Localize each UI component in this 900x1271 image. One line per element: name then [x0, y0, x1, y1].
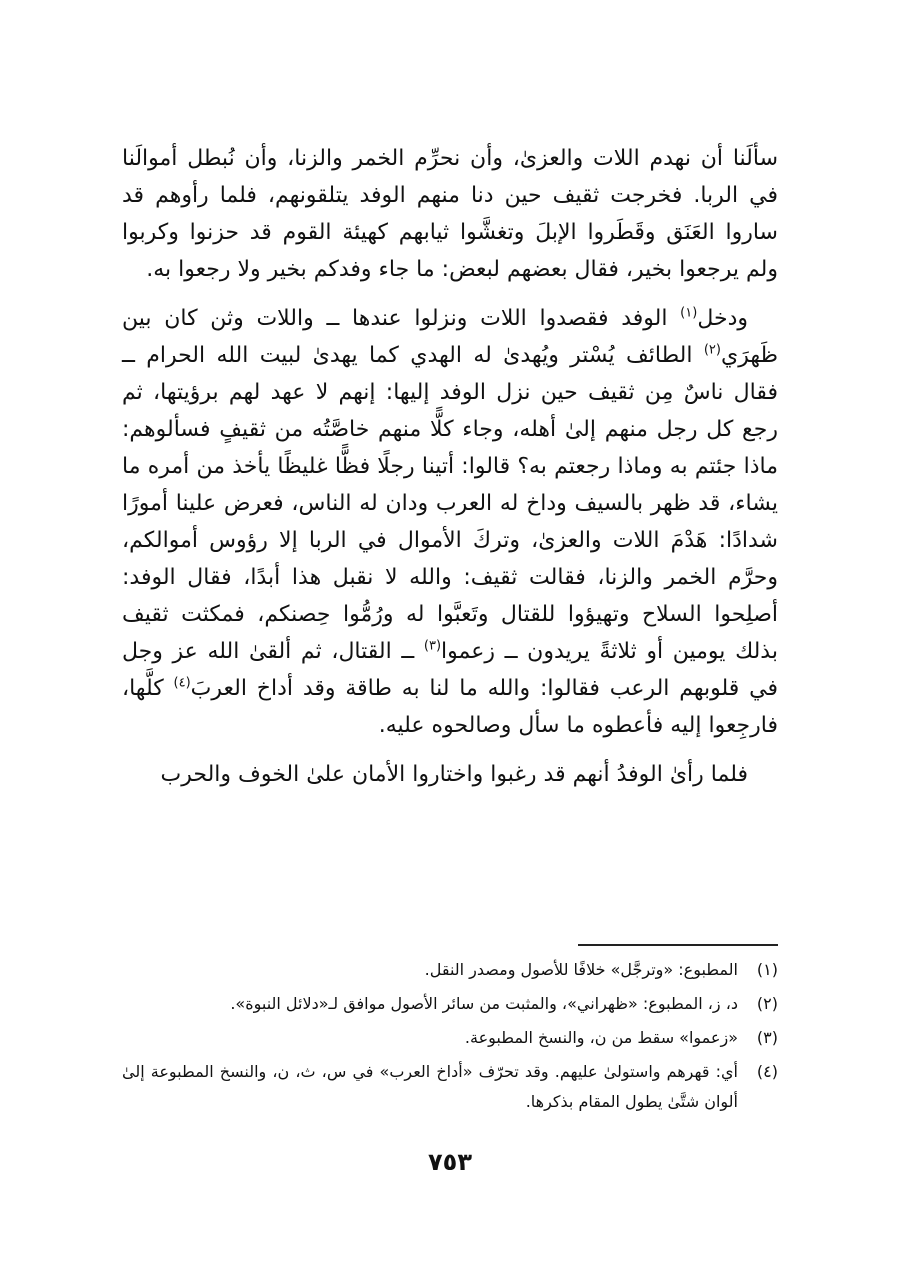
- footnote-ref-2: (٢): [703, 342, 721, 358]
- paragraph-2-part-d: ــ القتال، ثم ألقىٰ الله عز وجل في قلوبهم الرعب فقالوا: والله ما لنا به طاقة وقد أداخ العربَ: [122, 639, 778, 701]
- footnote-number: (٣): [756, 1028, 778, 1047]
- page-number: ٧٥٣: [428, 1148, 472, 1176]
- footnote-text: المطبوع: «وترجَّل» خلافًا للأصول ومصدر النقل.: [424, 960, 738, 979]
- footnote-ref-4: (٤): [173, 675, 191, 691]
- paragraph-1: سألَنا أن نهدم اللات والعزىٰ، وأن نحرِّم الخمر والزنا، وأن نُبطل أموالَنا في الربا. فخرجت ثقيف حين دنا منهم الوفد يتلقونهم، فلما رأوهم قد ساروا العَنَق وقَطَروا الإبلَ وتغشَّوا ثيابهم كهيئة القوم قد حزنوا وكربوا ولم يرجعوا بخير، فقال بعضهم لبعض: ما جاء وفدكم بخير ولا رجعوا به.: [122, 146, 778, 282]
- footnote-ref-1: (١): [680, 305, 698, 321]
- paragraph-2-part-e: كلَّها، فارجِعوا إليه فأعطوه ما سأل وصالحوه عليه.: [122, 676, 778, 738]
- footnotes: [122, 955, 778, 1121]
- paragraph-3: فلما رأىٰ الوفدُ أنهم قد رغبوا واختاروا الأمان علىٰ الخوف والحرب: [160, 762, 748, 787]
- footnote-item: [122, 989, 778, 1019]
- footnote-item: [122, 1023, 778, 1053]
- footnote-item: [122, 1057, 778, 1117]
- footnote-ref-3: (٣): [423, 638, 442, 654]
- footnote-number: (١): [756, 960, 778, 979]
- footnote-number: (٤): [756, 1062, 778, 1081]
- footnote-text: أي: قهرهم واستولىٰ عليهم. وقد تحرّف «أداخ العرب» في س، ث، ن، والنسخ المطبوعة إلىٰ ألوان شتَّىٰ يطول المقام بذكرها.: [122, 1062, 738, 1111]
- paragraph-2: [122, 300, 778, 744]
- paragraph-2-part-a: ودخل: [697, 306, 748, 331]
- paragraph-2-part-b: الوفد فقصدوا اللات ونزلوا عندها ــ واللات وثن كان بين ظَهرَي: [122, 306, 778, 368]
- footnote-separator: [578, 944, 778, 946]
- footnote-text: «زعموا» سقط من ن، والنسخ المطبوعة.: [464, 1028, 738, 1047]
- footnote-number: (٢): [756, 994, 778, 1013]
- footnote-text: د، ز، المطبوع: «ظهراني»، والمثبت من سائر الأصول موافق لـ«دلائل النبوة».: [230, 994, 738, 1013]
- footnote-item: [122, 955, 778, 985]
- main-text: [122, 140, 778, 793]
- paragraph-2-part-c: الطائف يُسْتر ويُهدىٰ له الهدي كما يهدىٰ لبيت الله الحرام ــ فقال ناسٌ مِن ثقيف حين نزل الوفد إليها: إنهم لا عهد لهم برؤيتها، ثم رجع كل رجل منهم إلىٰ أهله، وجاء كلًّا منهم خاصَّتُه من ثقيفٍ فسألوهم: ماذا جئتم به وماذا رجعتم به؟ قالوا: أتينا رجلًا فظًّا غليظًا يأخذ من أمره ما يشاء، قد ظهر بالسيف وداخ له العرب ودان له الناس، فعرض علينا أمورًا شدادًا: هَدْمَ اللات والعزىٰ، وتركَ الأموال في الربا إلا رؤوس أموالكم، وحرَّم الخمر والزنا، فقالت ثقيف: والله لا نقبل هذا أبدًا، فقال الوفد: أصلِحوا السلاح وتهيؤوا للقتال وتَعبَّوا له ورُمُّوا حِصنكم، فمكثت ثقيف بذلك يومين أو ثلاثةً يريدون ــ زعموا: [122, 343, 778, 664]
